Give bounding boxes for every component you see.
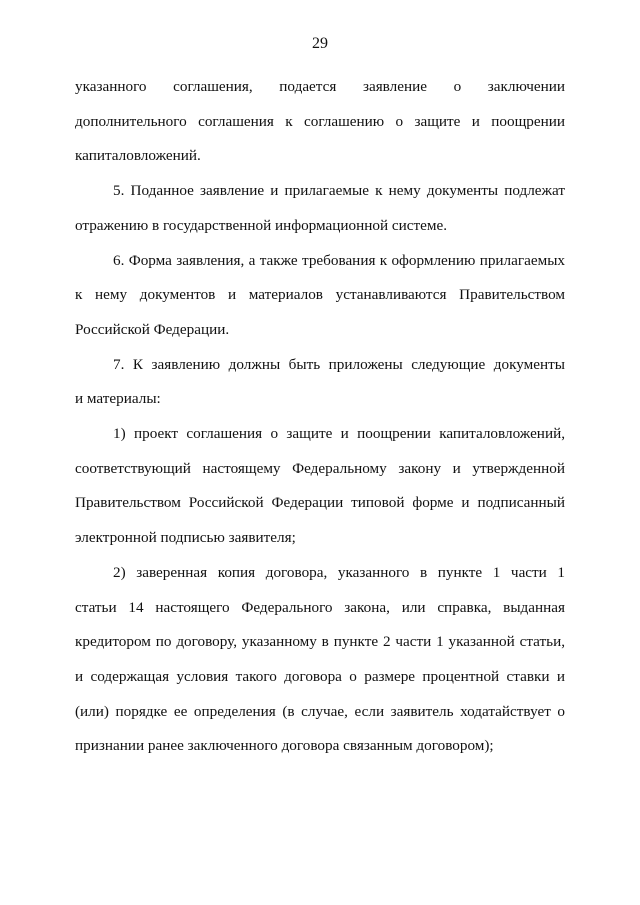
text-line: и материалы: <box>75 390 161 408</box>
text-line: Правительством Российской Федерации типовой форме и подписанный <box>75 494 565 512</box>
text-line: соответствующий настоящему Федеральному закону и утвержденной <box>75 459 565 477</box>
paragraph-item-7 <box>75 348 565 417</box>
page-number: 29 <box>312 35 328 52</box>
text-line: электронной подписью заявителя; <box>75 529 296 547</box>
text-line: и содержащая условия такого договора о размере процентной ставки и <box>75 667 565 685</box>
paragraph-subitem-2 <box>75 556 565 764</box>
text-line: кредитором по договору, указанному в пункте 2 части 1 указанной статьи, <box>75 633 565 651</box>
paragraph-continuation <box>75 70 565 174</box>
text-line: признании ранее заключенного договора связанным договором); <box>75 737 494 755</box>
paragraph-subitem-1 <box>75 417 565 556</box>
text-line: 2) заверенная копия договора, указанного в пункте 1 части 1 <box>113 563 565 581</box>
text-line: дополнительного соглашения к соглашению о защите и поощрении <box>75 112 565 130</box>
paragraph-item-6 <box>75 244 565 348</box>
text-line: к нему документов и материалов устанавливаются Правительством <box>75 286 565 304</box>
text-line: Российской Федерации. <box>75 320 230 338</box>
text-line: статьи 14 настоящего Федерального закона, или справка, выданная <box>75 598 565 616</box>
text-line: (или) порядке ее определения (в случае, если заявитель ходатайствует о <box>75 702 565 720</box>
text-line: указанного соглашения, подается заявление о заключении <box>75 78 565 95</box>
text-line: капиталовложений. <box>75 147 201 165</box>
document-body <box>75 70 565 764</box>
text-line: 5. Поданное заявление и прилагаемые к нему документы подлежат <box>113 182 565 200</box>
text-line: 1) проект соглашения о защите и поощрении капиталовложений, <box>113 425 565 443</box>
text-line: отражению в государственной информационной системе. <box>75 216 448 234</box>
text-line: 7. К заявлению должны быть приложены следующие документы <box>113 355 565 373</box>
paragraph-item-5 <box>75 174 565 243</box>
text-line: 6. Форма заявления, а также требования к оформлению прилагаемых <box>113 251 565 269</box>
